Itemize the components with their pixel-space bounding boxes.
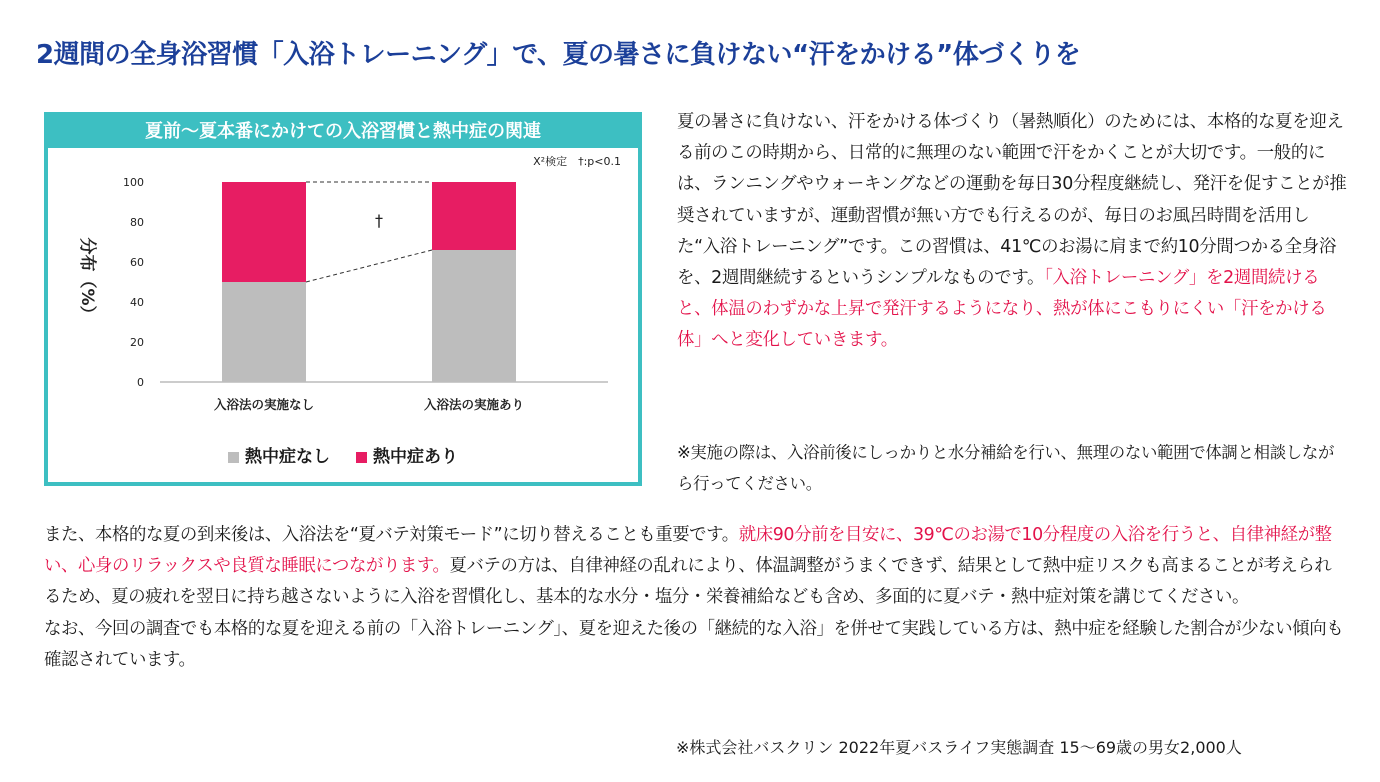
chart-title: 夏前〜夏本番にかけての入浴習慣と熱中症の関連 [48, 116, 638, 148]
significance-dagger: † [375, 211, 383, 230]
y-tick-label: 0 [137, 376, 144, 389]
right-paragraph-text: 夏の暑さに負けない、汗をかける体づくり（暑熱順化）のためには、本格的な夏を迎える前のこの時期から、日常的に無理のない範囲で汗をかくことが大切です。一般的には、ランニングやウォーキングなどの運動を毎日30分程度継続し、発汗を促すことが推奨されていますが、運動習慣が無い方でも行えるのが、毎日のお風呂時間を活用した“入浴トレーニング”です。この習慣は、41℃のお湯に肩まで約10分間つかる全身浴を、2週間継続するというシンプルなものです。 [677, 112, 1347, 289]
legend-item-heatstroke [356, 442, 458, 467]
connector-line-split [306, 250, 432, 282]
bottom-paragraph-body: 夏バテの方は、自律神経の乱れにより、体温調整がうまくできず、結果として熱中症リスクも高まることが考えられるため、夏の疲れを翌日に持ち越さないように入浴を習慣化し、基本的な水分・塩分・栄養補給なども含め、多面的に夏バテ・熱中症対策を講じてください。 [44, 556, 1332, 608]
legend-label-no-heatstroke: 熱中症なし [245, 447, 331, 467]
chi-square-note: X²検定 †:p<0.1 [533, 155, 621, 168]
stacked-bar-chart [48, 148, 638, 448]
y-tick-label: 80 [130, 216, 144, 229]
legend-swatch-gray [228, 452, 239, 463]
caution-note: ※実施の際は、入浴前後にしっかりと水分補給を行い、無理のない範囲で体調と相談しながら行ってください。 [677, 443, 1335, 493]
x-category-label: 入浴法の実施あり [423, 397, 525, 412]
bar-segment-heatstroke [432, 182, 516, 250]
bottom-paragraph-intro: また、本格的な夏の到来後は、入浴法を“夏バテ対策モード”に切り替えることも重要です。 [44, 525, 739, 545]
y-axis-label: 分布（%） [77, 237, 97, 323]
y-tick-label: 60 [130, 256, 144, 269]
legend-swatch-pink [356, 452, 367, 463]
page-headline: 2週間の全身浴習慣「入浴トレーニング」で、夏の暑さに負けない“汗をかける”体づくりを [36, 40, 1081, 70]
legend-item-no-heatstroke [228, 442, 330, 467]
y-tick-label: 40 [130, 296, 144, 309]
chart-panel [44, 112, 642, 486]
bottom-paragraph [44, 520, 1344, 676]
legend-label-heatstroke: 熱中症あり [372, 447, 458, 467]
bar-segment-heatstroke [222, 182, 306, 282]
right-paragraph [677, 107, 1349, 357]
x-category-label: 入浴法の実施なし [213, 397, 315, 412]
bottom-paragraph-survey-note: なお、今回の調査でも本格的な夏を迎える前の「入浴トレーニング」、夏を迎えた後の「継続的な入浴」を併せて実践している方は、熱中症を経験した割合が少ない傾向も確認されています。 [44, 618, 1344, 670]
bottom-paragraph-highlight: 就床90分前を目安に、39℃のお湯で10分程度の入浴を行うと、自律神経が整い、心身のリラックスや良質な睡眠につながります。 [44, 525, 1332, 577]
y-tick-label: 100 [123, 176, 144, 189]
bar-segment-no-heatstroke [432, 250, 516, 382]
y-tick-label: 20 [130, 336, 144, 349]
chart-legend [48, 442, 638, 467]
survey-source: ※株式会社バスクリン 2022年夏バスライフ実態調査 15〜69歳の男女2,000人 [676, 738, 1242, 757]
bar-segment-no-heatstroke [222, 282, 306, 382]
right-paragraph-highlight: 「入浴トレーニング」を2週間続けると、体温のわずかな上昇で発汗するようになり、熱が体にこもりにくい「汗をかける体」へと変化していきます。 [677, 268, 1327, 351]
